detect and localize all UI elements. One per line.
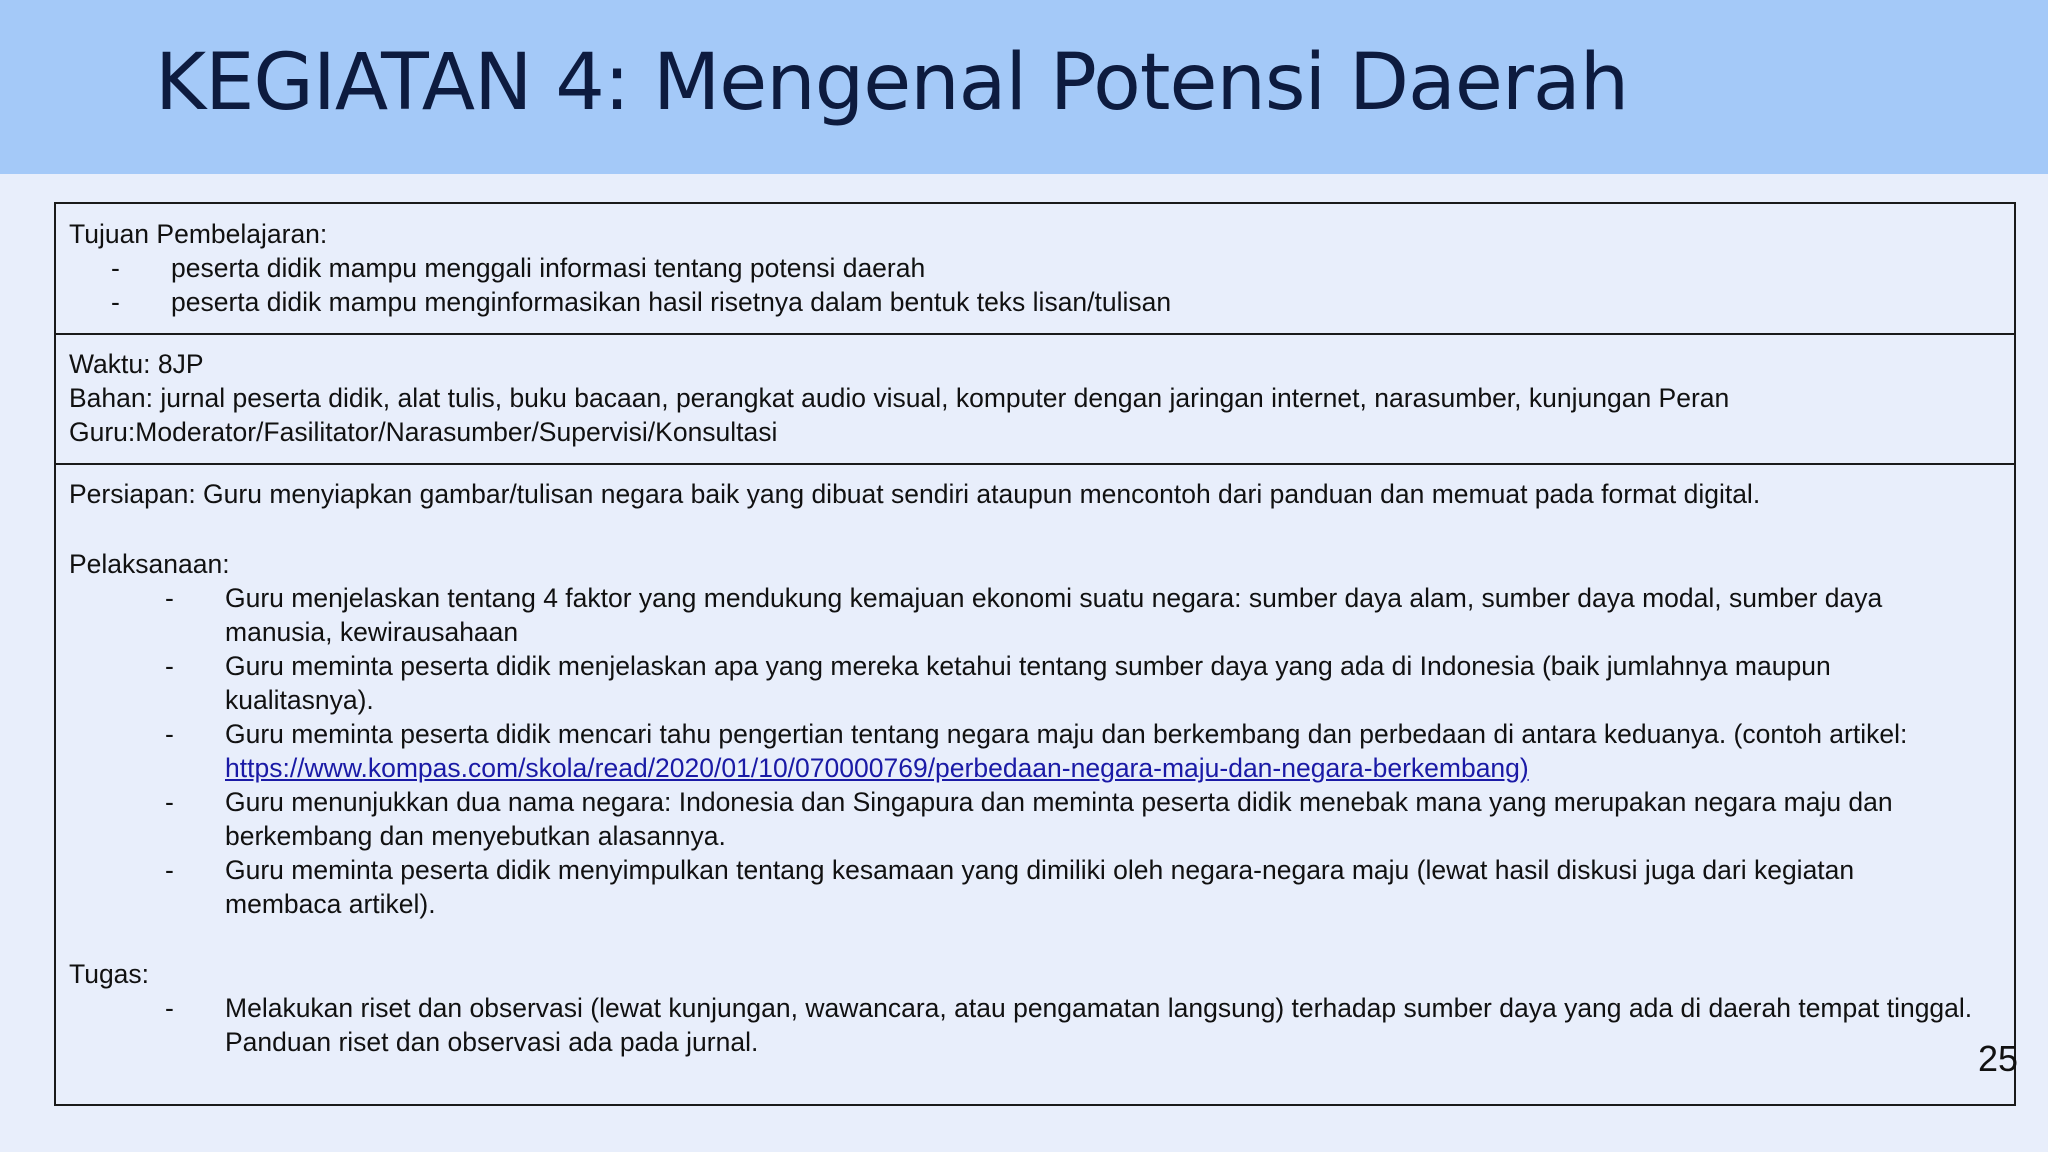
preparation-text: Persiapan: Guru menyiapkan gambar/tulisan negara baik yang dibuat sendiri ataupun mencontoh dari panduan dan memuat pada format digital. xyxy=(69,479,1761,509)
learning-objectives-section xyxy=(56,204,2014,335)
title-bar xyxy=(0,0,2048,174)
objectives-heading: Tujuan Pembelajaran: xyxy=(69,219,328,249)
teacher-role-text: Guru:Moderator/Fasilitator/Narasumber/Supervisi/Konsultasi xyxy=(69,417,778,447)
article-link[interactable]: https://www.kompas.com/skola/read/2020/01/10/070000769/perbedaan-negara-maju-dan-negara-berkembang) xyxy=(225,753,1529,783)
objective-text: peserta didik mampu menggali informasi tentang potensi daerah xyxy=(171,253,926,283)
task-item xyxy=(69,991,2014,1059)
implementation-text: Guru meminta peserta didik menjelaskan apa yang mereka ketahui tentang sumber daya yang ada di Indonesia (baik jumlahnya maupun kualitasnya). xyxy=(225,651,1831,715)
implementation-item xyxy=(69,785,2014,853)
implementation-text: Guru meminta peserta didik mencari tahu pengertian tentang negara maju dan berkembang dan perbedaan di antara keduanya. (contoh artikel: xyxy=(225,719,1908,749)
implementation-item xyxy=(69,649,2014,717)
objective-item xyxy=(69,251,2014,285)
bullet-dash: - xyxy=(165,855,174,885)
objective-text: peserta didik mampu menginformasikan hasil risetnya dalam bentuk teks lisan/tulisan xyxy=(171,287,1172,317)
bullet-dash: - xyxy=(111,253,120,283)
task-heading: Tugas: xyxy=(69,959,150,989)
bullet-dash: - xyxy=(165,719,174,749)
content-table xyxy=(54,202,2019,1106)
page-number: 25 xyxy=(1978,1038,2019,1079)
time-materials-section xyxy=(56,335,2014,465)
implementation-item xyxy=(69,853,2014,921)
bullet-dash: - xyxy=(165,583,174,613)
bullet-dash: - xyxy=(165,993,174,1023)
slide-title: KEGIATAN 4: Mengenal Potensi Daerah xyxy=(155,38,1629,128)
implementation-text: Guru menjelaskan tentang 4 faktor yang mendukung kemajuan ekonomi suatu negara: sumber daya alam, sumber daya modal, sumber daya manusia, kewirausahaan xyxy=(225,583,1883,647)
activity-section xyxy=(56,465,2014,1059)
implementation-text: Guru meminta peserta didik menyimpulkan tentang kesamaan yang dimiliki oleh negara-negara maju (lewat hasil diskusi juga dari kegiatan membaca artikel). xyxy=(225,855,1855,919)
task-text: Melakukan riset dan observasi (lewat kunjungan, wawancara, atau pengamatan langsung) terhadap sumber daya yang ada di daerah tempat tinggal. Panduan riset dan observasi ada pada jurnal. xyxy=(225,993,1973,1057)
implementation-item xyxy=(69,581,2014,649)
implementation-text: Guru menunjukkan dua nama negara: Indonesia dan Singapura dan meminta peserta didik menebak mana yang merupakan negara maju dan berkembang dan menyebutkan alasannya. xyxy=(225,787,1893,851)
implementation-item xyxy=(69,717,2014,785)
bullet-dash: - xyxy=(165,787,174,817)
time-text: Waktu: 8JP xyxy=(69,349,204,379)
materials-text: Bahan: jurnal peserta didik, alat tulis, buku bacaan, perangkat audio visual, komputer dengan jaringan internet, narasumber, kunjungan Peran xyxy=(69,383,1730,413)
bullet-dash: - xyxy=(165,651,174,681)
bullet-dash: - xyxy=(111,287,120,317)
objective-item xyxy=(69,285,2014,319)
implementation-heading: Pelaksanaan: xyxy=(69,549,230,579)
